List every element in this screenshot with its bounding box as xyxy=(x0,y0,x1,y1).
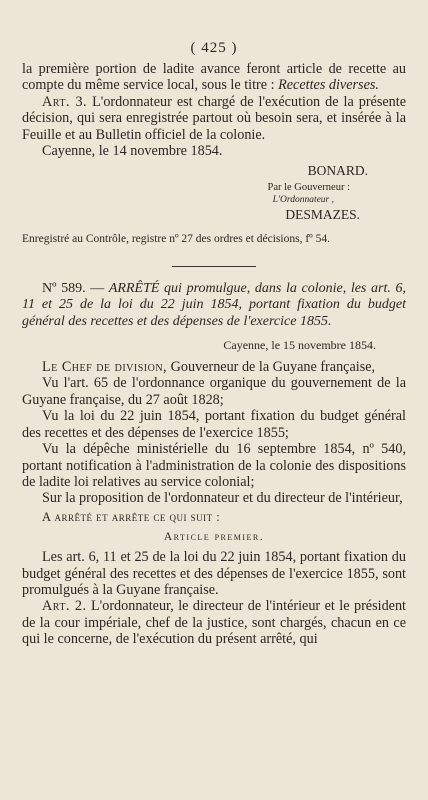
decree-number: Nº 589. — xyxy=(42,280,105,296)
chef-text: Gouverneur de la Guyane française, xyxy=(170,359,376,376)
section-divider xyxy=(172,266,256,267)
signature-bonard: BONARD. xyxy=(307,163,368,179)
para1-italic: Recettes diverses. xyxy=(278,77,379,94)
chef-line xyxy=(22,359,406,375)
art3-label: Art. 3. xyxy=(42,93,88,110)
para1-text: la première portion de ladite avance feront article de recette au compte du même service local, sous le titre : xyxy=(22,61,406,94)
chef-label: Le Chef de division, xyxy=(42,359,168,376)
date-2: Cayenne, le 15 novembre 1854. xyxy=(223,338,376,353)
art2-text: L'ordonnateur, le directeur de l'intérieur et le président de la cour impériale, chef de la justice, sont chargés, chacun en ce qui le concerne, de l'exécution du présent arrêté, qui xyxy=(22,598,406,648)
signature-desmazes: DESMAZES. xyxy=(285,207,360,223)
decree-title xyxy=(22,281,406,330)
article-3 xyxy=(22,94,406,143)
art3-text: L'ordonnateur est chargé de l'exécution de la présente décision, qui sera enregistrée partout où besoin sera, et insérée à la Feuille et au Bulletin officiel de la colonie. xyxy=(22,93,406,143)
art2-label: Art. 2. xyxy=(42,598,87,615)
date-1: Cayenne, le 14 novembre 1854. xyxy=(42,143,223,160)
signature-role: L'Ordonnateur , xyxy=(272,195,334,206)
arrete-line: A arrêté et arrête ce qui suit : xyxy=(42,509,221,524)
article-premier-heading: Article premier. xyxy=(163,531,265,544)
article-2 xyxy=(22,598,406,647)
vu-3: Vu la dépêche ministérielle du 16 septembre 1854, nº 540, portant notification à l'administration de la colonie des dispositions de ladite loi relatives au service colonial; xyxy=(22,441,406,490)
sur-proposition: Sur la proposition de l'ordonnateur et du directeur de l'intérieur, xyxy=(42,490,403,507)
page-number: ( 425 ) xyxy=(190,40,238,56)
paragraph-continuation xyxy=(22,61,406,94)
article-1-text: Les art. 6, 11 et 25 de la loi du 22 juin 1854, portant fixation du budget général des recettes et des dépenses de l'exercice 1855, sont promulgués à la Guyane française. xyxy=(22,549,406,598)
signature-par: Par le Gouverneur : xyxy=(267,182,350,194)
vu-2: Vu la loi du 22 juin 1854, portant fixation du budget général des recettes et des dépenses de l'exercice 1855; xyxy=(22,408,406,441)
vu-1: Vu l'art. 65 de l'ordonnance organique du gouvernement de la Guyane française, du 27 août 1828; xyxy=(22,375,406,408)
registration-note: Enregistré au Contrôle, registre nº 27 des ordres et décisions, fº 54. xyxy=(22,233,330,246)
decree-title-text: ARRÊTÉ qui promulgue, dans la colonie, les art. 6, 11 et 25 de la loi du 22 juin 1854, portant fixation du budget général des recettes et des dépenses de l'exercice 1855. xyxy=(22,280,407,329)
